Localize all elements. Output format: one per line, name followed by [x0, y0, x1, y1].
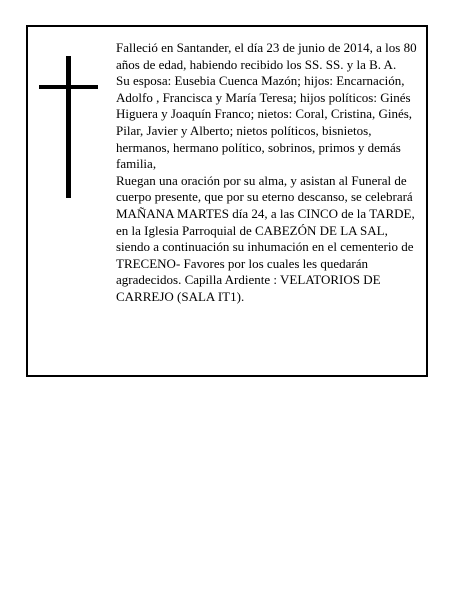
death-announcement-paragraph: Falleció en Santander, el día 23 de junio de 2014, a los 80 años de edad, habiendo recibido los SS. SS. y la B. A. [116, 40, 417, 72]
obituary-text [116, 40, 421, 306]
funeral-details-paragraph: Ruegan una oración por su alma, y asistan al Funeral de cuerpo presente, que por su eterno descanso, se celebrará MAÑANA MARTES día 24, a las CINCO de la TARDE, en la Iglesia Parroquial de CABEZÓN DE LA SAL, siendo a continuación su inhumación en el cementerio de TRECENO- Favores por los cuales les quedarán agradecidos. Capilla Ardiente : VELATORIOS DE CARREJO (SALA IT1). [116, 172, 415, 304]
family-paragraph: Su esposa: Eusebia Cuenca Mazón; hijos: Encarnación, Adolfo , Francisca y María Teresa; hijos políticos: Ginés Higuera y Joaquín Franco; nietos: Coral, Cristina, Ginés, Pilar, Javier y Alberto; nietos políticos, bisnietos, hermanos, hermano político, sobrinos, primos y demás familia, [116, 73, 413, 172]
cross-vertical-bar [66, 56, 71, 198]
obituary-notice [26, 25, 428, 377]
cross-horizontal-bar [39, 85, 98, 89]
